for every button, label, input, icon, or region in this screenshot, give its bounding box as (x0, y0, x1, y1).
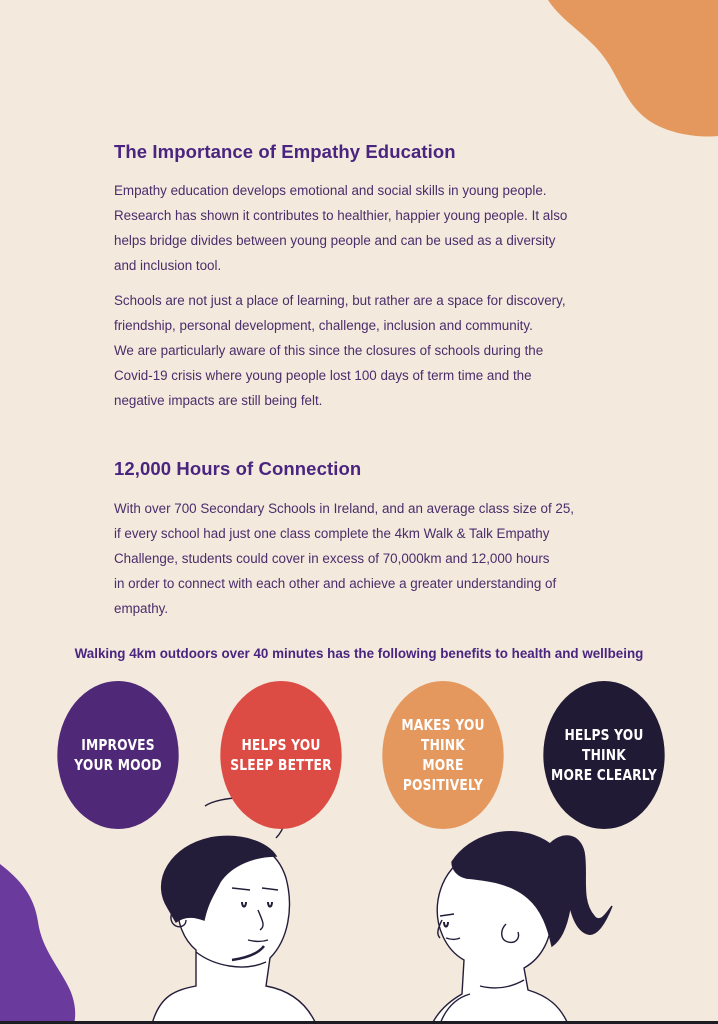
paragraph-schools-covid: Schools are not just a place of learning, but rather are a space for discovery, friendship, personal development, challenge, inclusion and community. We are particularly aware of this since the closures of schools during the Covid-19 crisis where young people lost 100 days of term time and the negative impacts are still being felt. (114, 293, 566, 408)
orange-blob-decoration (548, 0, 718, 140)
benefit-circle-improves-mood (57, 681, 178, 829)
section-title-hours-of-connection: 12,000 Hours of Connection (114, 458, 362, 479)
boy-illustration (152, 798, 316, 1024)
benefit-circle-think-positively (382, 681, 503, 829)
paragraph-secondary-schools: With over 700 Secondary Schools in Ireland, and an average class size of 25, if every school had just one class complete the 4km Walk & Talk Empathy Challenge, students could cover in excess of 70,000km and 12,000 hours in order to connect with each other and achieve a greater understanding of empathy. (114, 501, 575, 616)
benefit-label: MAKES YOU THINK MORE POSITIVELY (401, 716, 485, 794)
benefit-circle-think-clearly (543, 681, 664, 829)
benefits-intro-text: Walking 4km outdoors over 40 minutes has the following benefits to health and wellbeing (74, 646, 644, 661)
girl-illustration (432, 832, 612, 1024)
benefit-label: HELPS YOU SLEEP BETTER (230, 736, 332, 774)
paragraph-empathy-education-intro: Empathy education develops emotional and social skills in young people. Research has shown it contributes to healthier, happier young people. It also helps bridge divides between young people and can be used as a diversity and inclusion tool. (114, 183, 568, 273)
section-title-empathy-education: The Importance of Empathy Education (114, 141, 456, 162)
benefit-label: HELPS YOU THINK MORE CLEARLY (551, 726, 657, 784)
benefit-circle-sleep-better (220, 681, 341, 829)
benefit-label: IMPROVES YOUR MOOD (74, 736, 162, 774)
